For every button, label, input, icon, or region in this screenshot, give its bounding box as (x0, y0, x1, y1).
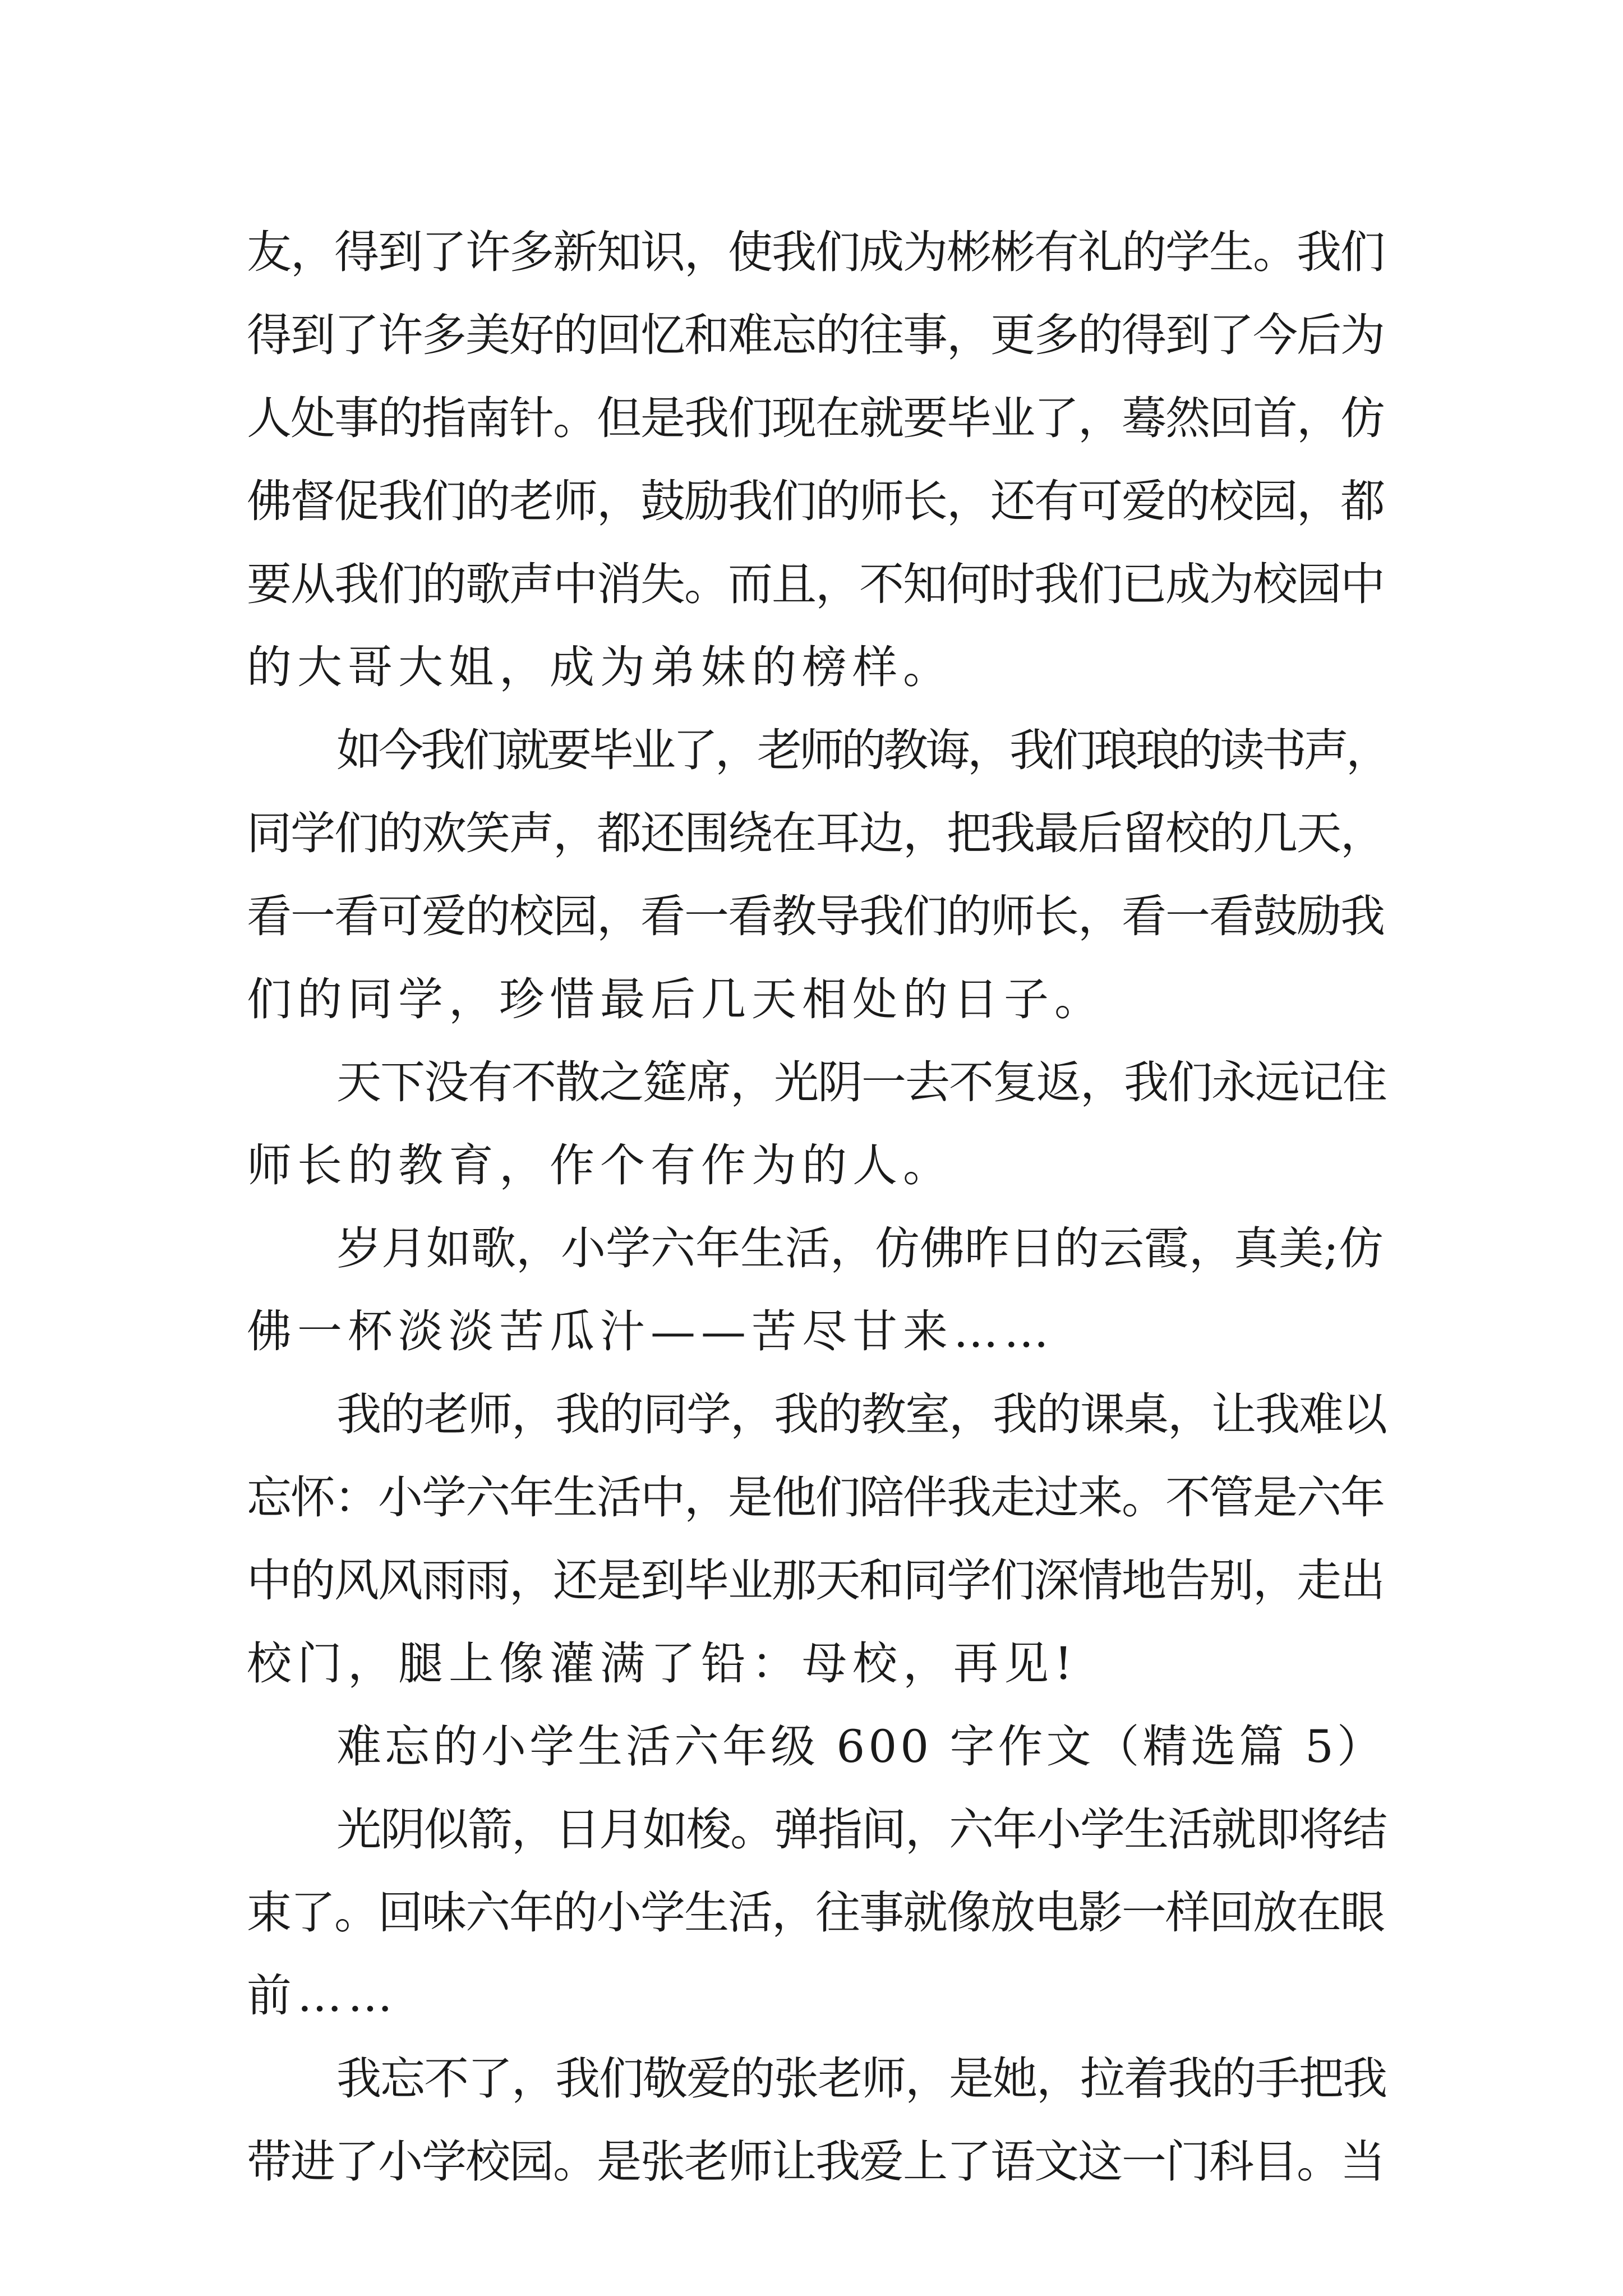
text-line: 友，得到了许多新知识，使我们成为彬彬有礼的学生。我们 (247, 226, 1384, 278)
text-line: 要从我们的歌声中消失。而且，不知何时我们已成为校园中 (247, 558, 1384, 610)
text-line: 中的风风雨雨，还是到毕业那天和同学们深情地告别，走出 (247, 1554, 1384, 1607)
text-line: 校门，腿上像灌满了铅：母校，再见! (247, 1637, 1078, 1690)
text-line: 人处事的指南针。但是我们现在就要毕业了，蓦然回首，仿 (247, 392, 1384, 444)
text-line: 们的同学，珍惜最后几天相处的日子。 (247, 973, 1105, 1025)
text-line: 前…… (247, 1970, 398, 2022)
section-heading: 难忘的小学生活六年级 600 字作文（精选篇 5） (336, 1720, 1385, 1773)
text-line: 的大哥大姐，成为弟妹的榜样。 (247, 641, 953, 693)
text-line: 带进了小学校园。是张老师让我爱上了语文这一门科目。当 (247, 2136, 1384, 2188)
paragraph-start-line: 我的老师，我的同学，我的教室，我的课桌，让我难以 (336, 1388, 1386, 1441)
body-text (247, 211, 1391, 2203)
text-line: 得到了许多美好的回忆和难忘的往事，更多的得到了今后为 (247, 309, 1384, 361)
paragraph-start-line: 光阴似箭，日月如梭。弹指间，六年小学生活就即将结 (336, 1803, 1386, 1856)
paragraph-start-line: 岁月如歌，小学六年生活，仿佛昨日的云霞，真美;仿 (336, 1222, 1384, 1274)
text-line: 同学们的欢笑声，都还围绕在耳边，把我最后留校的几天， (247, 807, 1384, 859)
text-line: 看一看可爱的校园，看一看教导我们的师长，看一看鼓励我 (247, 890, 1384, 942)
paragraph-start-line: 如今我们就要毕业了，老师的教诲，我们琅琅的读书声， (336, 724, 1388, 776)
text-line: 佛督促我们的老师，鼓励我们的师长，还有可爱的校园，都 (247, 475, 1384, 527)
paragraph-start-line: 我忘不了，我们敬爱的张老师，是她，拉着我的手把我 (336, 2053, 1386, 2105)
text-line: 佛一杯淡淡苦瓜汁——苦尽甘来…… (247, 1305, 1054, 1358)
text-line: 师长的教育，作个有作为的人。 (247, 1139, 953, 1191)
paragraph-start-line: 天下没有不散之筵席，光阴一去不复返，我们永远记住 (336, 1056, 1386, 1108)
text-line: 忘怀：小学六年生活中，是他们陪伴我走过来。不管是六年 (247, 1471, 1384, 1524)
text-line: 束了。回味六年的小学生活，往事就像放电影一样回放在眼 (247, 1887, 1384, 1939)
